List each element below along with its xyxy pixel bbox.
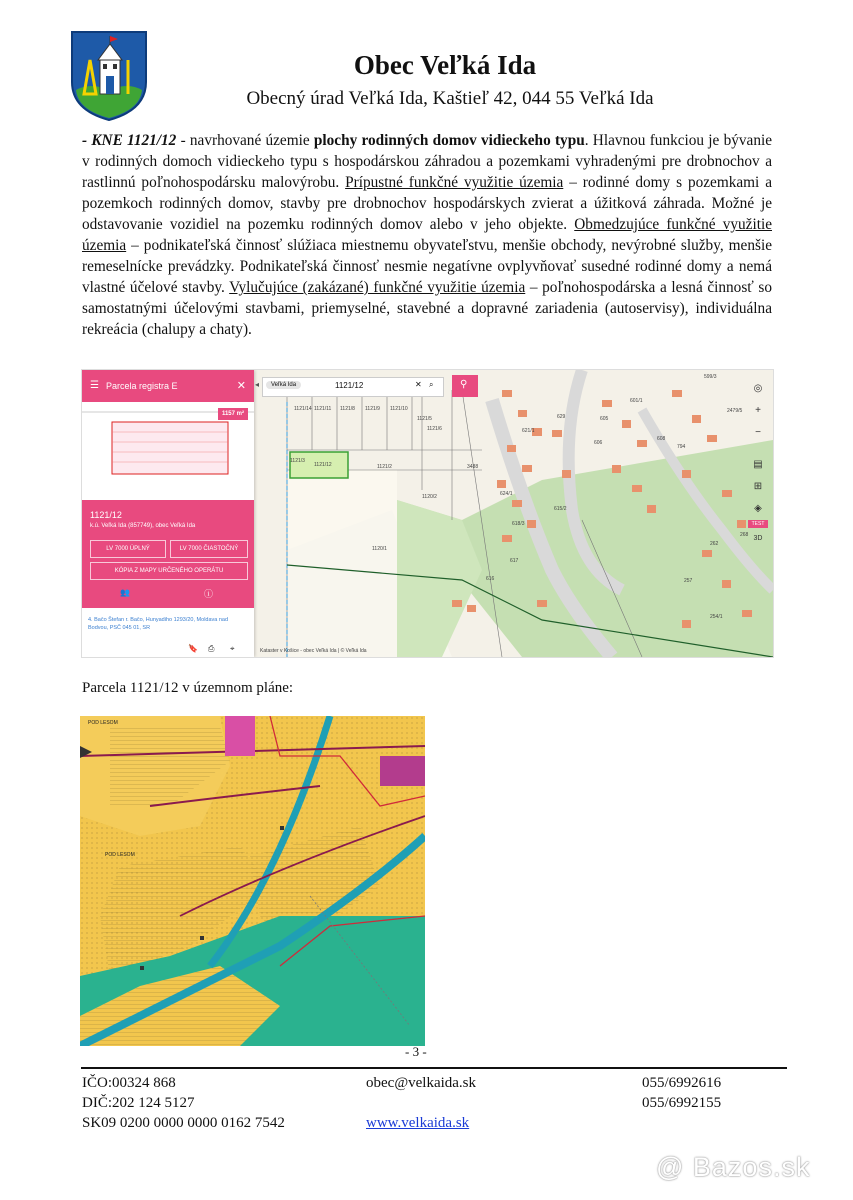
parcel-label: 1121/2 [377,464,392,470]
owner-entry: 4. Bačo Štefan r. Bačo, Hunyadiho 1293/20, Moldava nad Bodvou, PSČ 045 01, SR [88,617,229,631]
info-icon[interactable]: ⓘ [204,589,214,599]
permitted-use-heading: Prípustné funkčné využitie územia [345,174,564,191]
clear-icon[interactable]: ✕ [415,380,422,389]
page-number: - 3 - [405,1044,427,1059]
ico: IČO:00324 868 [82,1075,176,1091]
parcel-label: 257 [684,578,693,584]
parcel-id: 1121/12 [90,510,122,520]
restricted-use-heading: Obmedzujúce funkčné využitie územia [82,216,772,254]
website-link[interactable]: www.velkaida.sk [366,1115,470,1131]
coat-of-arms-icon [70,30,148,122]
panel-header [82,370,254,402]
stack-icon[interactable]: ◈ [754,503,762,514]
parcel-label: 1121/6 [427,426,442,432]
spacer [748,444,768,454]
marker-button[interactable] [452,375,478,397]
plan-label-pod-lesom-2: POD LESOM [105,852,135,858]
dic: DIČ:202 124 5127 [82,1095,195,1111]
iban: SK09 0200 0000 0000 0162 7542 [82,1115,285,1131]
prohibited-use-heading: Vylučujúce (zakázané) funkčné využitie územia [229,279,526,296]
parcel-label: 268 [740,532,749,538]
search-chip[interactable]: Veľká Ida [266,381,301,389]
parcel-subtitle: k.ú. Veľká Ida (857749), obec Veľká Ida [90,523,196,529]
parcel-label: 1121/8 [340,406,355,412]
parcel-label: 1121/11 [314,406,332,412]
parcel-label: 629 [557,414,566,420]
footer-ids [82,1073,285,1133]
parcel-label: 1121/3 [290,458,305,464]
zoom-in-button[interactable]: + [755,405,761,416]
bazos-watermark: @ Bazos.sk [656,1152,811,1182]
lv-full-button[interactable]: LV 7000 ÚPLNÝ [90,540,166,558]
parcel-label: 615/2 [554,506,567,512]
lv-partial-button[interactable]: LV 7000 ČIASTOČNÝ [170,540,248,558]
parcel-label: 3488 [467,464,479,470]
search-input[interactable]: 1121/12 [335,381,364,390]
parcel-label: 1120/1 [372,546,387,552]
compass-icon[interactable]: ◎ [753,383,763,394]
collapse-panel-icon[interactable]: ◂ [255,380,260,389]
map-attribution: Kataster v Košice - obec Veľká Ida | © Veľká Ida [260,648,367,654]
parcel-label: 616 [486,576,495,582]
search-icon[interactable]: ⌕ [429,380,434,389]
parcel-label: 262 [710,541,719,547]
parcel-label: 1121/5 [417,416,432,422]
parcel-label: 1121/9 [365,406,380,412]
parcel-label: 1120/2 [422,494,437,500]
parcel-label: 601/1 [630,398,643,404]
bookmark-icon[interactable]: 🔖 [188,644,198,653]
parcel-label: 605 [600,416,609,422]
parcel-info-panel [82,370,254,657]
parcel-label: 794 [677,444,686,450]
area-badge: 1157 m² [218,408,248,420]
parcel-label: 1121/10 [390,406,408,412]
text-span: – rodinné domy s pozemkami a pozemkoch rodinných domov, stavby pre drobnochov hospodárskych zvierat a úžitková záhrada. Možné je odstavovanie vozidiel na pozemku rodinných domov alebo v jeho objekte. [82,174,772,233]
menu-icon[interactable]: ☰ [90,380,99,391]
cadastral-map-screenshot [81,369,774,658]
plan-label-pod-lesom: POD LESOM [88,720,118,726]
map-controls [748,378,768,550]
3d-button[interactable]: 3D [753,535,763,542]
print-icon[interactable]: ⎙ [208,644,215,653]
zoning-description [82,130,772,340]
search-bar[interactable] [262,377,444,397]
parcel-label: 606 [594,440,603,446]
page-title: Obec Veľká Ida [353,50,537,80]
parcel-label: 254/1 [710,614,723,620]
copy-map-button[interactable]: KÓPIA Z MAPY URČENÉHO OPERÁTU [90,562,248,580]
parcel-label: 618/3 [512,521,525,527]
territorial-plan-map [80,716,425,1046]
phone-1: 055/6992616 [642,1075,722,1091]
text-span: – poľnohospodárska a lesná činnosť so samostatnými účelovými stavbami, priemyselné, stavebné a dopravné zariadenia (autoservisy), individuálna rekreácia (chalupy a chaty). [82,279,772,338]
zoom-out-button[interactable]: − [755,427,761,438]
people-icon[interactable]: 👥 [120,588,130,597]
text-span: . Hlavnou funkciou je bývanie v rodinných domoch vidieckeho typu s hospodárskou záhradou a pozemkami vyhradenými pre drobnochov a rastlinnú poľnohospodársku malovýrobu. [82,132,773,191]
parcel-label: 1121/14 [294,406,312,412]
parcel-label: 599/3 [704,374,717,380]
parcel-code: - KNE 1121/12 [82,132,177,149]
parcel-label: 1121/12 [314,462,332,468]
email: obec@velkaida.sk [366,1075,477,1091]
measure-icon[interactable]: ⊞ [753,481,763,492]
parcel-label: 2479/5 [727,408,743,414]
footer-phones [642,1073,721,1113]
parcel-detail-card [82,500,254,608]
phone-2: 055/6992155 [642,1095,722,1111]
zone-type: plochy rodinných domov vidieckeho typu [313,132,585,149]
panel-title: Parcela registra E [106,381,178,391]
parcel-label: 608 [657,436,666,442]
map-pin-icon: ⚲ [460,379,468,390]
footer-contact [366,1073,476,1133]
office-address: Obecný úrad Veľká Ida, Kaštieľ 42, 044 55 Veľká Ida [246,88,654,109]
footer-divider [81,1067,787,1069]
parcel-label: 621/1 [522,428,535,434]
text-span: - navrhované územie [176,132,314,149]
parcel-label: 617 [510,558,519,564]
close-icon[interactable]: ✕ [236,380,246,392]
layers-icon[interactable]: ▤ [753,459,763,470]
text-span: – podnikateľská činnosť slúžiaca miestnemu obyvateľstvu, menšie obchody, nevýrobné služby, menšie remeselnícke prevádzky. Podnikateľská činnosť nesmie negatívne ovplyvňovať susedné rodinné domy a nemá vlastné účelové stavby. [82,237,772,296]
plan-caption: Parcela 1121/12 v územnom pláne: [82,680,294,696]
parcel-label: 624/1 [500,491,513,497]
locate-icon[interactable]: ⌖ [230,644,235,653]
test-badge: TEST [748,520,768,528]
